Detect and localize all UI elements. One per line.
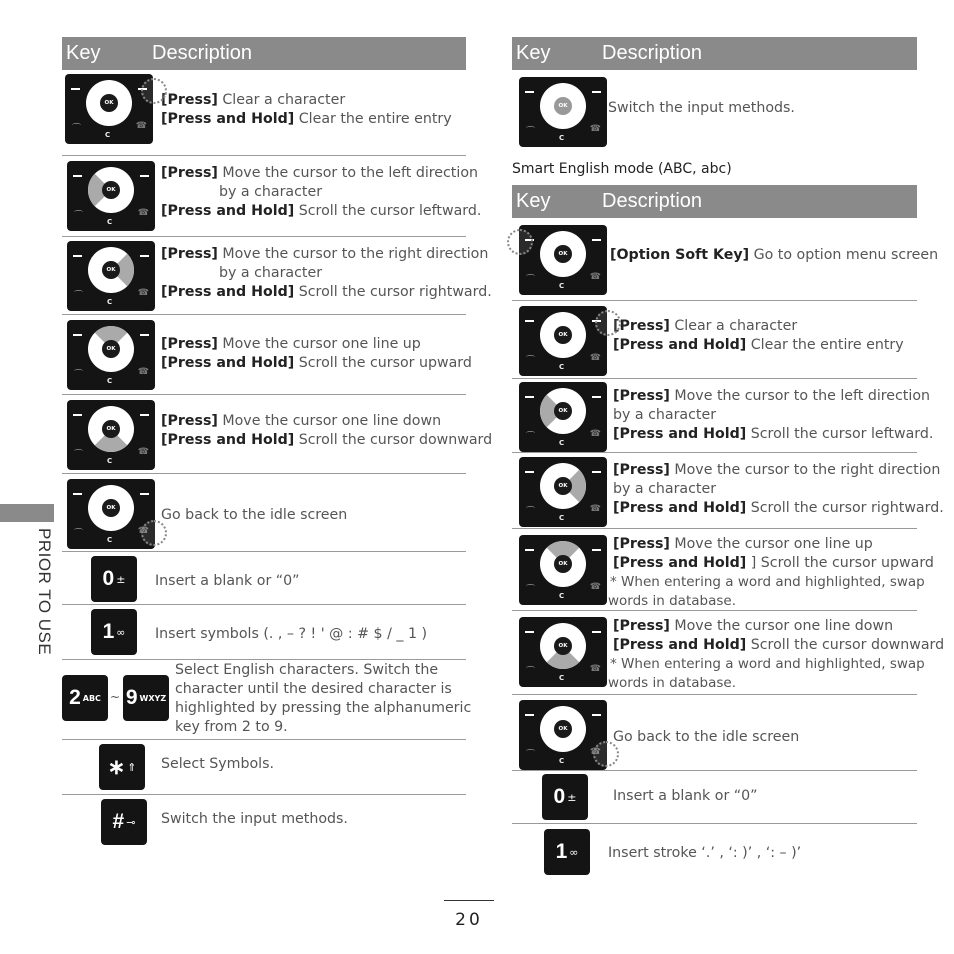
nav-key-up: OK ⌒ ☎ C [67,320,155,390]
key-zero: 0 ± [91,556,137,602]
table-row: 1 ∞ Insert symbols (. , – ? ! ' @ : # $ / _ 1 ) [62,604,466,659]
highlight-circle [141,520,167,546]
table-header [62,37,466,70]
header-description: Description [602,42,703,64]
smart-english-table [512,185,945,863]
nav-key-down: OK ⌒ ☎ C [519,617,607,687]
key-zero: 0 ± [542,774,588,820]
key-star: ∗ ⇑ [99,744,145,790]
range-tilde: ~ [110,690,121,704]
table-row: 1 ∞ Insert stroke ‘.’ , ‘: )’ , ‘: – )’ [512,823,917,879]
header-key: Key [516,42,551,64]
header-description: Description [602,190,703,212]
nav-key-option: OK ⌒ ☎ C [519,225,607,295]
table-row: OK ⌒ ☎ C [Press] Move the cursor one line up [Press and Hold] ] Scroll the cursor upward * When entering a word and highlighted, swap words in database. [512,528,917,610]
header-key: Key [66,42,101,64]
table-row: OK ⌒ ☎ C [Press] Move the cursor to the right direction by a character [Press and Hold] Scroll the cursor rightward. [512,452,917,528]
key-nine: 9 WXYZ [123,675,169,721]
table-row: # ⊸ Switch the input methods. [62,794,466,849]
table-row: OK ⌒ ☎ C [Press] Move the cursor to the left direction by a character [Press and Hold] Scroll the cursor leftward. [512,378,917,452]
table-row: OK ⌒ ☎ C [Press] Clear a character [Press and Hold] Clear the entire entry [62,70,466,155]
page-number-rule [444,900,494,901]
table-row: OK ⌒ ☎ C Switch the input methods. [512,70,917,150]
nav-key-right: OK ⌒ ☎ C [67,241,155,311]
table-row: OK ⌒ ☎ C [Option Soft Key] Go to option menu screen [512,218,917,300]
nav-key-clear: OK ⌒ ☎ C [65,74,153,144]
table-row: OK ⌒ ☎ C Go back to the idle screen [512,694,917,770]
nav-key-ok: OK ⌒ ☎ C [519,77,607,147]
highlight-circle [593,741,619,767]
nav-key-end: OK ⌒ ☎ C [519,700,607,770]
nav-key-left: OK ⌒ ☎ C [67,161,155,231]
table-header [512,37,917,70]
table-row: 2 ABC ~ 9 WXYZ Select English characters. Switch the character until the desired character is highlighted by pressing the alphanumeric key from 2 to 9. [62,659,466,739]
table-row: OK ⌒ ☎ C [Press] Move the cursor one line up [Press and Hold] Scroll the cursor upward [62,314,466,394]
table-row: 0 ± Insert a blank or “0” [512,770,917,823]
highlight-circle [141,78,167,104]
nav-key-up: OK ⌒ ☎ C [519,535,607,605]
page-number: 20 [455,910,483,930]
highlight-circle [507,229,533,255]
left-key-table [62,37,493,867]
nav-key-left: OK ⌒ ☎ C [519,382,607,452]
table-row: ∗ ⇑ Select Symbols. [62,739,466,794]
key-one: 1 ∞ [91,609,137,655]
table-row: OK ⌒ ☎ C [Press] Move the cursor to the left direction by a character [Press and Hold] Scroll the cursor leftward. [62,155,466,236]
table-header [512,185,917,218]
table-row: 0 ± Insert a blank or “0” [62,551,466,604]
right-key-table [512,37,945,887]
table-row: OK ⌒ ☎ C [Press] Move the cursor one line down [Press and Hold] Scroll the cursor downward * When entering a word and highlighted, swap words in database. [512,610,917,694]
table-row: OK ⌒ ☎ C [Press] Move the cursor one line down [Press and Hold] Scroll the cursor downward [62,394,466,473]
key-hash: # ⊸ [101,799,147,845]
header-description: Description [152,42,253,64]
nav-key-right: OK ⌒ ☎ C [519,457,607,527]
side-tab-label: PRIOR TO USE [35,528,54,656]
table-row: OK ⌒ ☎ C [Press] Clear a character [Press and Hold] Clear the entire entry [512,300,917,378]
table-row: OK ⌒ ☎ C Go back to the idle screen [62,473,466,551]
header-key: Key [516,190,551,212]
table-row: OK ⌒ ☎ C [Press] Move the cursor to the right direction by a character [Press and Hold] Scroll the cursor rightward. [62,236,466,314]
key-two: 2 ABC [62,675,108,721]
nav-key-clear: OK ⌒ ☎ C [519,306,607,376]
key-one: 1 ∞ [544,829,590,875]
nav-key-end: OK ⌒ ☎ C [67,479,155,549]
section-title: Smart English mode (ABC, abc) [512,161,732,177]
nav-key-down: OK ⌒ ☎ C [67,400,155,470]
highlight-circle [595,310,621,336]
side-tab-marker [0,504,54,522]
